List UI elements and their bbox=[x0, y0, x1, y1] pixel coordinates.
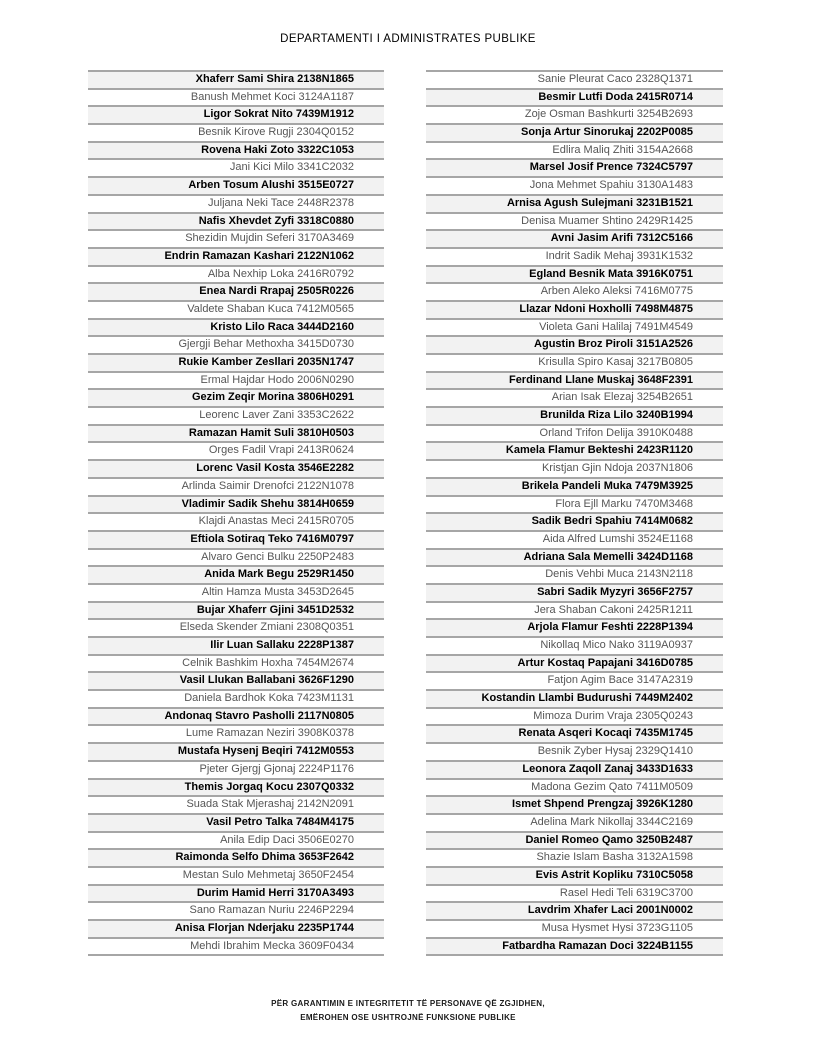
footer-line-2: EMËROHEN OSE USHTROJNË FUNKSIONE PUBLIKE bbox=[300, 1012, 516, 1022]
table-row: Marsel Josif Prence 7324C5797 bbox=[426, 158, 723, 176]
table-row: Denis Vehbi Muca 2143N2118 bbox=[426, 565, 723, 583]
table-row: Rasel Hedi Teli 6319C3700 bbox=[426, 884, 723, 902]
table-row: Artur Kostaq Papajani 3416D0785 bbox=[426, 654, 723, 672]
table-row: Adriana Sala Memelli 3424D1168 bbox=[426, 548, 723, 566]
table-row: Rovena Haki Zoto 3322C1053 bbox=[88, 141, 384, 159]
table-row: Jona Mehmet Spahiu 3130A1483 bbox=[426, 176, 723, 194]
table-row: Nafis Xhevdet Zyfi 3318C0880 bbox=[88, 212, 384, 230]
table-row: Indrit Sadik Mehaj 3931K1532 bbox=[426, 247, 723, 265]
table-row: Pjeter Gjergj Gjonaj 2224P1176 bbox=[88, 760, 384, 778]
table-row: Andonaq Stavro Pasholli 2117N0805 bbox=[88, 707, 384, 725]
table-row: Ligor Sokrat Nito 7439M1912 bbox=[88, 105, 384, 123]
table-row: Endrin Ramazan Kashari 2122N1062 bbox=[88, 247, 384, 265]
table-row: Fatjon Agim Bace 3147A2319 bbox=[426, 671, 723, 689]
table-row: Denisa Muamer Shtino 2429R1425 bbox=[426, 212, 723, 230]
table-row: Mimoza Durim Vraja 2305Q0243 bbox=[426, 707, 723, 725]
table-row: Durim Hamid Herri 3170A3493 bbox=[88, 884, 384, 902]
table-row: Rukie Kamber Zesllari 2035N1747 bbox=[88, 353, 384, 371]
page-title: DEPARTAMENTI I ADMINISTRATES PUBLIKE bbox=[280, 33, 536, 45]
table-row: Enea Nardi Rrapaj 2505R0226 bbox=[88, 282, 384, 300]
table-row: Anila Edip Daci 3506E0270 bbox=[88, 831, 384, 849]
table-row: Eftiola Sotiraq Teko 7416M0797 bbox=[88, 530, 384, 548]
table-row: Sadik Bedri Spahiu 7414M0682 bbox=[426, 512, 723, 530]
footer-line-1: PËR GARANTIMIN E INTEGRITETIT TË PERSONAVE QË ZGJIDHEN, bbox=[271, 999, 545, 1008]
table-row: Leonora Zaqoll Zanaj 3433D1633 bbox=[426, 760, 723, 778]
table-row: Orland Trifon Delija 3910K0488 bbox=[426, 424, 723, 442]
name-list-left bbox=[88, 70, 384, 956]
table-row: Zoje Osman Bashkurti 3254B2693 bbox=[426, 105, 723, 123]
table-row: Suada Stak Mjerashaj 2142N2091 bbox=[88, 795, 384, 813]
table-row: Juljana Neki Tace 2448R2378 bbox=[88, 194, 384, 212]
table-row: Themis Jorgaq Kocu 2307Q0332 bbox=[88, 778, 384, 796]
table-row: Mestan Sulo Mehmetaj 3650F2454 bbox=[88, 866, 384, 884]
table-row: Jera Shaban Cakoni 2425R1211 bbox=[426, 601, 723, 619]
table-row: Violeta Gani Halilaj 7491M4549 bbox=[426, 318, 723, 336]
table-row: Arian Isak Elezaj 3254B2651 bbox=[426, 388, 723, 406]
table-row: Kristo Lilo Raca 3444D2160 bbox=[88, 318, 384, 336]
table-row: Vasil Petro Talka 7484M4175 bbox=[88, 813, 384, 831]
table-row: Kristjan Gjin Ndoja 2037N1806 bbox=[426, 459, 723, 477]
table-row: Madona Gezim Qato 7411M0509 bbox=[426, 778, 723, 796]
table-row: Daniel Romeo Qamo 3250B2487 bbox=[426, 831, 723, 849]
table-row: Anisa Florjan Nderjaku 2235P1744 bbox=[88, 919, 384, 937]
table-row: Flora Ejll Marku 7470M3468 bbox=[426, 495, 723, 513]
table-row: Elseda Skender Zmiani 2308Q0351 bbox=[88, 618, 384, 636]
table-row: Daniela Bardhok Koka 7423M1131 bbox=[88, 689, 384, 707]
table-row: Arben Aleko Aleksi 7416M0775 bbox=[426, 282, 723, 300]
table-row: Arnisa Agush Sulejmani 3231B1521 bbox=[426, 194, 723, 212]
table-row: Lavdrim Xhafer Laci 2001N0002 bbox=[426, 901, 723, 919]
table-row: Brunilda Riza Lilo 3240B1994 bbox=[426, 406, 723, 424]
table-row: Ramazan Hamit Suli 3810H0503 bbox=[88, 424, 384, 442]
table-row: Ermal Hajdar Hodo 2006N0290 bbox=[88, 371, 384, 389]
table-row: Krisulla Spiro Kasaj 3217B0805 bbox=[426, 353, 723, 371]
table-row: Avni Jasim Arifi 7312C5166 bbox=[426, 229, 723, 247]
table-row: Valdete Shaban Kuca 7412M0565 bbox=[88, 300, 384, 318]
table-row: Alba Nexhip Loka 2416R0792 bbox=[88, 265, 384, 283]
table-row: Fatbardha Ramazan Doci 3224B1155 bbox=[426, 937, 723, 955]
table-row: Agustin Broz Piroli 3151A2526 bbox=[426, 335, 723, 353]
table-row: Shezidin Mujdin Seferi 3170A3469 bbox=[88, 229, 384, 247]
table-row: Klajdi Anastas Meci 2415R0705 bbox=[88, 512, 384, 530]
table-row: Besnik Kirove Rugji 2304Q0152 bbox=[88, 123, 384, 141]
table-row: Shazie Islam Basha 3132A1598 bbox=[426, 848, 723, 866]
table-row: Edlira Maliq Zhiti 3154A2668 bbox=[426, 141, 723, 159]
table-row: Lume Ramazan Neziri 3908K0378 bbox=[88, 724, 384, 742]
table-row: Musa Hysmet Hysi 3723G1105 bbox=[426, 919, 723, 937]
table-row: Sano Ramazan Nuriu 2246P2294 bbox=[88, 901, 384, 919]
table-row: Jani Kici Milo 3341C2032 bbox=[88, 158, 384, 176]
table-row: Lorenc Vasil Kosta 3546E2282 bbox=[88, 459, 384, 477]
table-row: Altin Hamza Musta 3453D2645 bbox=[88, 583, 384, 601]
table-row: Llazar Ndoni Hoxholli 7498M4875 bbox=[426, 300, 723, 318]
table-row: Besnik Zyber Hysaj 2329Q1410 bbox=[426, 742, 723, 760]
table-row: Sanie Pleurat Caco 2328Q1371 bbox=[426, 70, 723, 88]
table-row: Aida Alfred Lumshi 3524E1168 bbox=[426, 530, 723, 548]
table-row: Arlinda Saimir Drenofci 2122N1078 bbox=[88, 477, 384, 495]
table-row: Egland Besnik Mata 3916K0751 bbox=[426, 265, 723, 283]
table-row: Renata Asqeri Kocaqi 7435M1745 bbox=[426, 724, 723, 742]
table-row: Besmir Lutfi Doda 2415R0714 bbox=[426, 88, 723, 106]
table-row: Arjola Flamur Feshti 2228P1394 bbox=[426, 618, 723, 636]
table-row: Ilir Luan Sallaku 2228P1387 bbox=[88, 636, 384, 654]
table-row: Ferdinand Llane Muskaj 3648F2391 bbox=[426, 371, 723, 389]
table-row: Brikela Pandeli Muka 7479M3925 bbox=[426, 477, 723, 495]
table-row: Sabri Sadik Myzyri 3656F2757 bbox=[426, 583, 723, 601]
table-row: Kamela Flamur Bekteshi 2423R1120 bbox=[426, 441, 723, 459]
table-row: Banush Mehmet Koci 3124A1187 bbox=[88, 88, 384, 106]
table-row: Celnik Bashkim Hoxha 7454M2674 bbox=[88, 654, 384, 672]
table-row: Alvaro Genci Bulku 2250P2483 bbox=[88, 548, 384, 566]
table-row: Leorenc Laver Zani 3353C2622 bbox=[88, 406, 384, 424]
table-row: Adelina Mark Nikollaj 3344C2169 bbox=[426, 813, 723, 831]
name-list-right bbox=[426, 70, 723, 956]
table-row: Gezim Zeqir Morina 3806H0291 bbox=[88, 388, 384, 406]
table-row: Nikollaq Mico Nako 3119A0937 bbox=[426, 636, 723, 654]
table-row: Anida Mark Begu 2529R1450 bbox=[88, 565, 384, 583]
table-row: Sonja Artur Sinorukaj 2202P0085 bbox=[426, 123, 723, 141]
footer-note bbox=[0, 997, 816, 1024]
table-row: Bujar Xhaferr Gjini 3451D2532 bbox=[88, 601, 384, 619]
table-row: Kostandin Llambi Budurushi 7449M2402 bbox=[426, 689, 723, 707]
table-row: Vasil Llukan Ballabani 3626F1290 bbox=[88, 671, 384, 689]
table-row: Vladimir Sadik Shehu 3814H0659 bbox=[88, 495, 384, 513]
table-row: Raimonda Selfo Dhima 3653F2642 bbox=[88, 848, 384, 866]
table-row: Mehdi Ibrahim Mecka 3609F0434 bbox=[88, 937, 384, 955]
table-row: Gjergji Behar Methoxha 3415D0730 bbox=[88, 335, 384, 353]
table-row: Evis Astrit Kopliku 7310C5058 bbox=[426, 866, 723, 884]
table-row: Arben Tosum Alushi 3515E0727 bbox=[88, 176, 384, 194]
table-row: Mustafa Hysenj Beqiri 7412M0553 bbox=[88, 742, 384, 760]
table-row: Ismet Shpend Prengzaj 3926K1280 bbox=[426, 795, 723, 813]
table-row: Orges Fadil Vrapi 2413R0624 bbox=[88, 441, 384, 459]
table-row: Xhaferr Sami Shira 2138N1865 bbox=[88, 70, 384, 88]
